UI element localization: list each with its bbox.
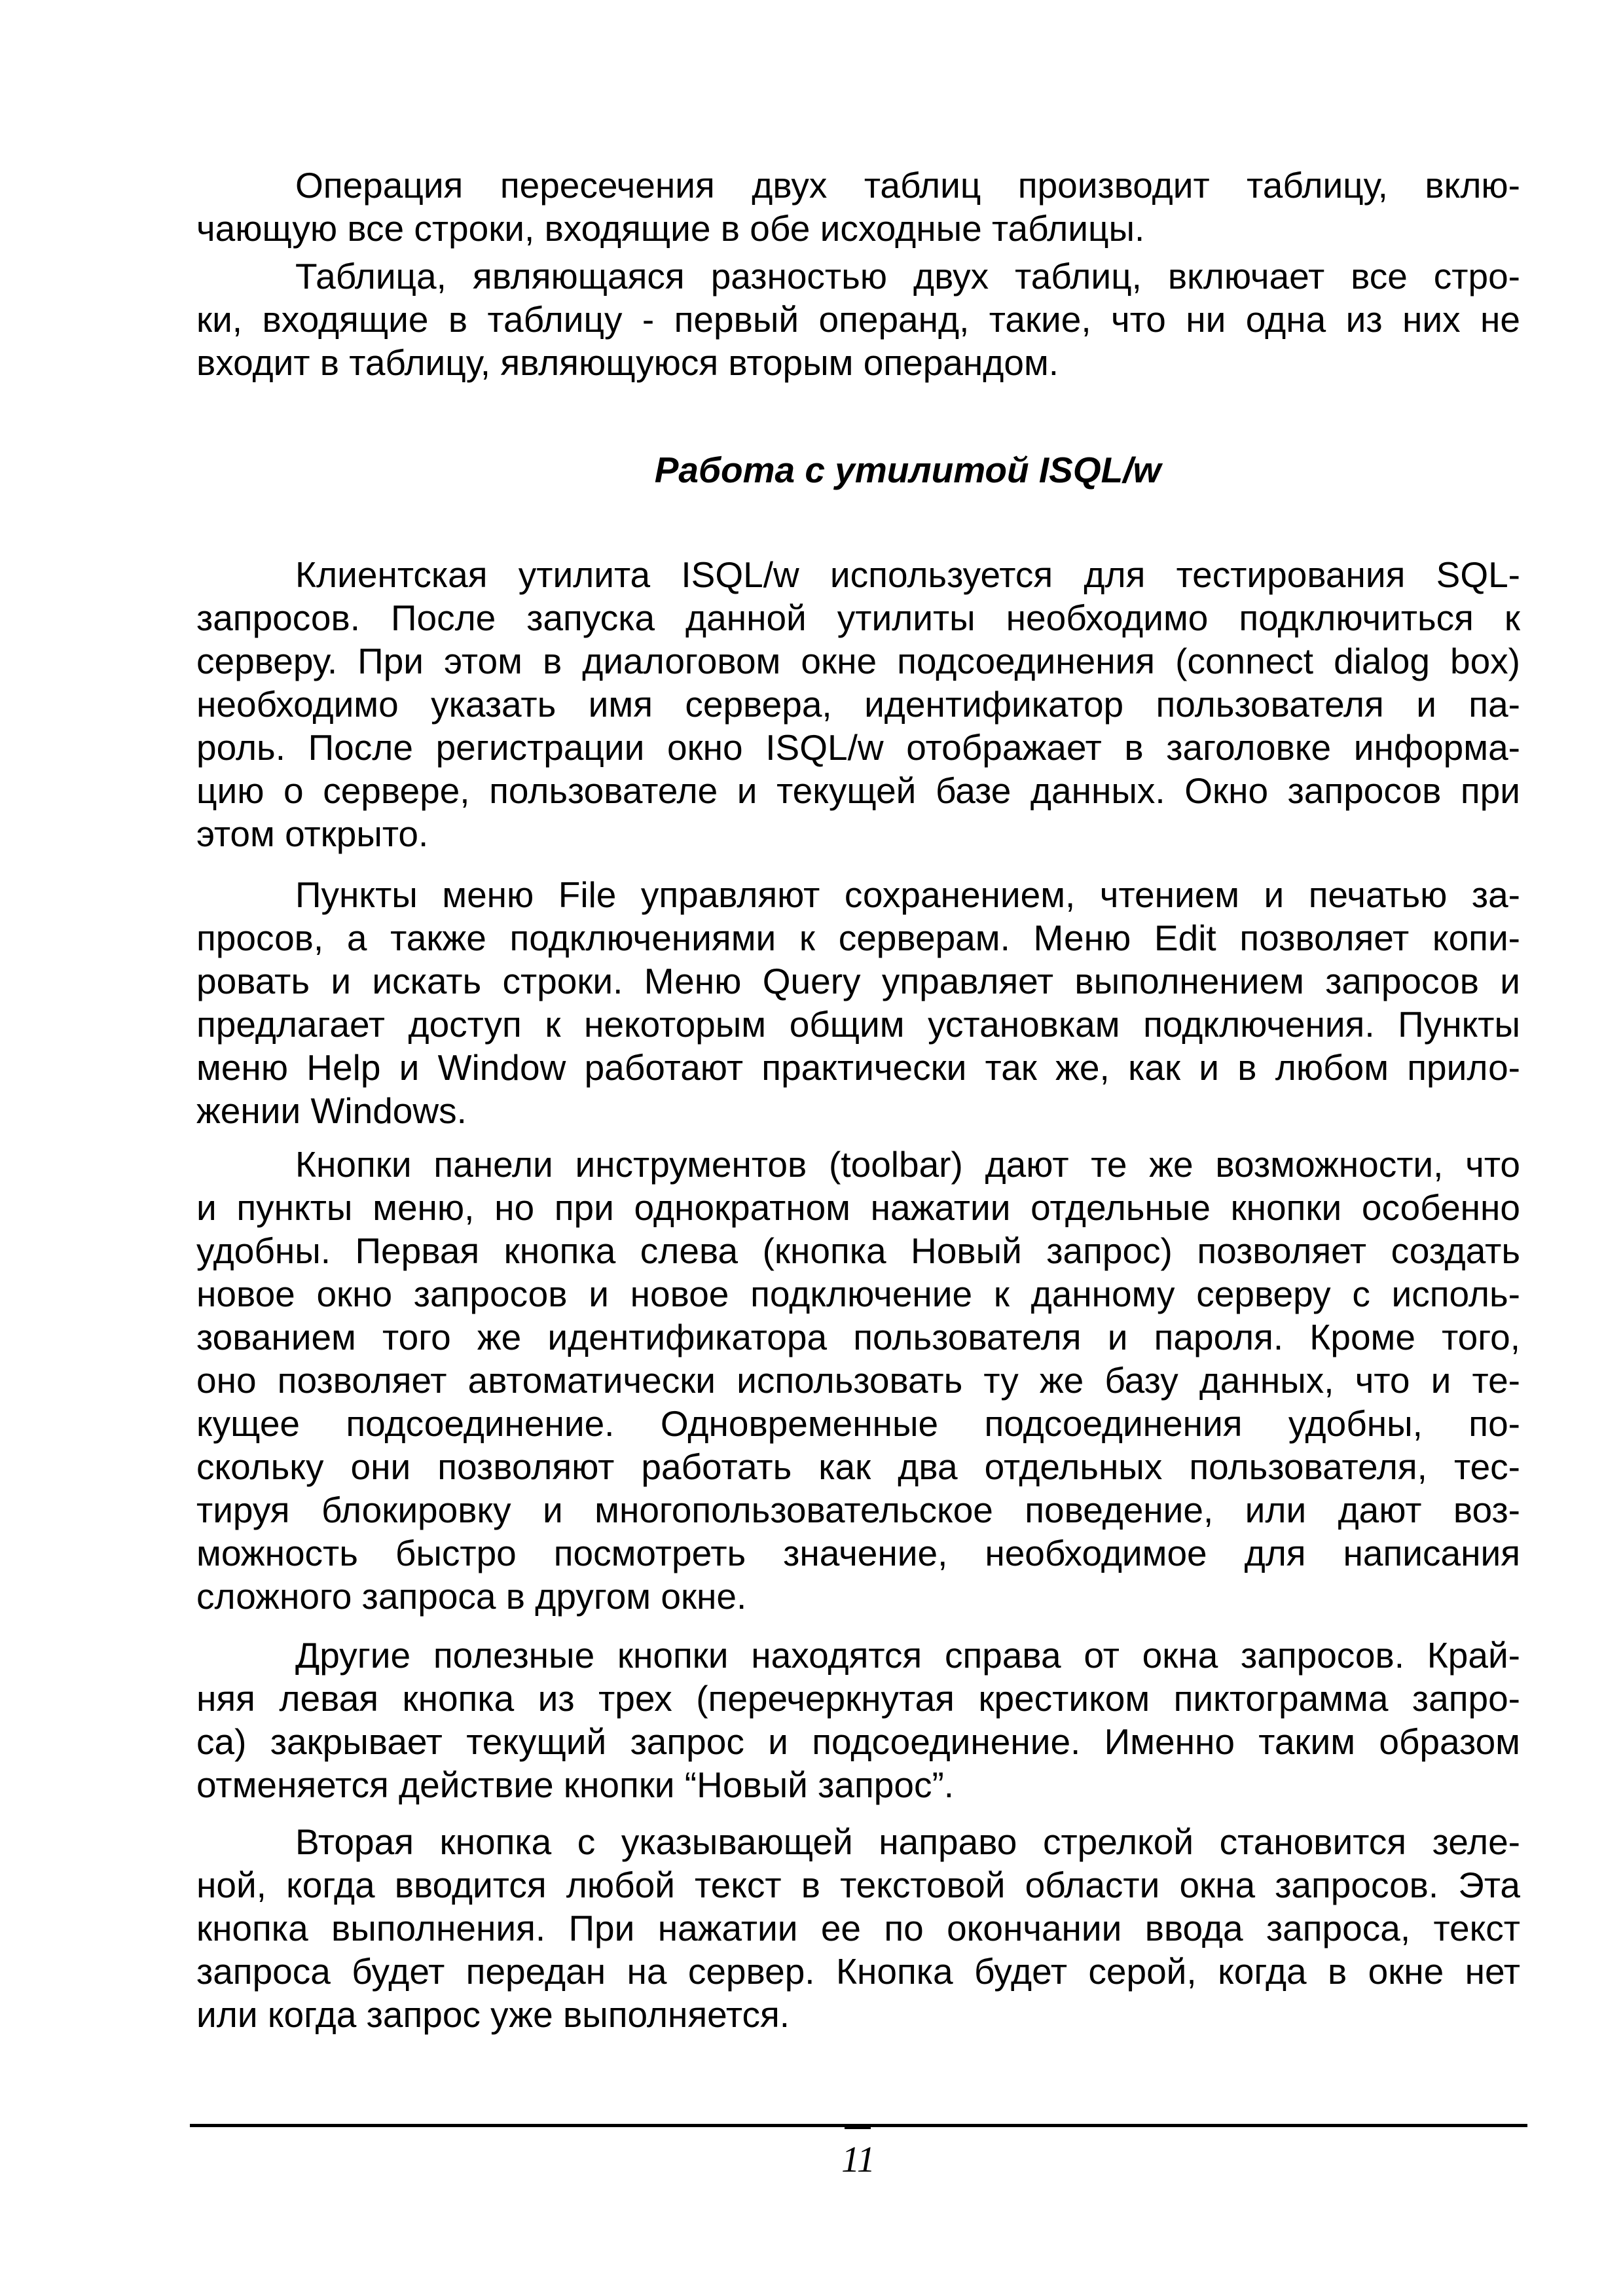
text-line: предлагает доступ к некоторым общим установкам подключения. Пункты bbox=[196, 1004, 1520, 1045]
text-line: зованием того же идентификатора пользователя и пароля. Кроме того, bbox=[196, 1317, 1520, 1357]
text-line: са) закрывает текущий запрос и подсоединение. Именно таким образом bbox=[196, 1721, 1520, 1762]
text-line: или когда запрос уже выполняется. bbox=[196, 1994, 790, 2035]
text-line: этом открыто. bbox=[196, 814, 429, 854]
text-line: отменяется действие кнопки “Новый запрос”. bbox=[196, 1765, 955, 1805]
text-line: сложного запроса в другом окне. bbox=[196, 1576, 747, 1617]
text-line: просов, а также подключениями к серверам. Меню Edit позволяет копи- bbox=[196, 918, 1520, 958]
paragraph bbox=[196, 1143, 1520, 1618]
text-line: ровать и искать строки. Меню Query управляет выполнением запросов и bbox=[196, 961, 1520, 1001]
text-line: входит в таблицу, являющуюся вторым операндом. bbox=[196, 342, 1059, 383]
text-line: Вторая кнопка с указывающей направо стрелкой становится зеле- bbox=[295, 1821, 1520, 1862]
text-line: запроса будет передан на сервер. Кнопка будет серой, когда в окне нет bbox=[196, 1951, 1520, 1992]
section-heading: Работа с утилитой ISQL/w bbox=[654, 450, 1161, 490]
text-line: новое окно запросов и новое подключение к данному серверу с исполь- bbox=[196, 1274, 1520, 1314]
footer-rule-tick bbox=[845, 2127, 871, 2129]
text-line: серверу. При этом в диалоговом окне подсоединения (connect dialog box) bbox=[196, 641, 1520, 681]
text-line: меню Help и Window работают практически так же, как и в любом прило- bbox=[196, 1047, 1520, 1088]
text-line: чающую все строки, входящие в обе исходные таблицы. bbox=[196, 208, 1145, 249]
text-line: Клиентская утилита ISQL/w используется для тестирования SQL- bbox=[295, 554, 1520, 595]
paragraph bbox=[196, 164, 1520, 250]
paragraph bbox=[196, 1820, 1520, 2036]
text-line: удобны. Первая кнопка слева (кнопка Новый запрос) позволяет создать bbox=[196, 1230, 1520, 1271]
paragraph bbox=[196, 255, 1520, 384]
text-line: цию о сервере, пользователе и текущей базе данных. Окно запросов при bbox=[196, 770, 1520, 811]
text-line: тируя блокировку и многопользовательское поведение, или дают воз- bbox=[196, 1490, 1520, 1530]
text-line: роль. После регистрации окно ISQL/w отображает в заголовке информа- bbox=[196, 727, 1520, 768]
text-line: кнопка выполнения. При нажатии ее по окончании ввода запроса, текст bbox=[196, 1908, 1520, 1948]
paragraph bbox=[196, 873, 1520, 1132]
page-number: 11 bbox=[841, 2140, 875, 2180]
text-line: Пункты меню File управляют сохранением, чтением и печатью за- bbox=[295, 874, 1520, 915]
text-line: Кнопки панели инструментов (toolbar) дают те же возможности, что bbox=[295, 1144, 1520, 1185]
text-line: ки, входящие в таблицу - первый операнд, такие, что ни одна из них не bbox=[196, 299, 1520, 340]
text-line: необходимо указать имя сервера, идентификатор пользователя и па- bbox=[196, 684, 1520, 725]
text-line: ной, когда вводится любой текст в текстовой области окна запросов. Эта bbox=[196, 1865, 1520, 1905]
text-line: кущее подсоединение. Одновременные подсоединения удобны, по- bbox=[196, 1403, 1520, 1444]
paragraph bbox=[196, 553, 1520, 855]
text-line: Операция пересечения двух таблиц производит таблицу, вклю- bbox=[295, 165, 1520, 206]
text-line: няя левая кнопка из трех (перечеркнутая крестиком пиктограмма запро- bbox=[196, 1678, 1520, 1719]
text-line: скольку они позволяют работать как два отдельных пользователя, тес- bbox=[196, 1446, 1520, 1487]
text-line: Другие полезные кнопки находятся справа от окна запросов. Край- bbox=[295, 1635, 1520, 1676]
text-line: жении Windows. bbox=[196, 1090, 467, 1131]
text-line: запросов. После запуска данной утилиты необходимо подключиться к bbox=[196, 598, 1520, 638]
text-line: и пункты меню, но при однократном нажатии отдельные кнопки особенно bbox=[196, 1187, 1520, 1228]
text-line: оно позволяет автоматически использовать ту же базу данных, что и те- bbox=[196, 1360, 1520, 1401]
paragraph bbox=[196, 1634, 1520, 1806]
text-line: Таблица, являющаяся разностью двух таблиц, включает все стро- bbox=[295, 256, 1520, 296]
text-line: можность быстро посмотреть значение, необходимое для написания bbox=[196, 1533, 1520, 1573]
